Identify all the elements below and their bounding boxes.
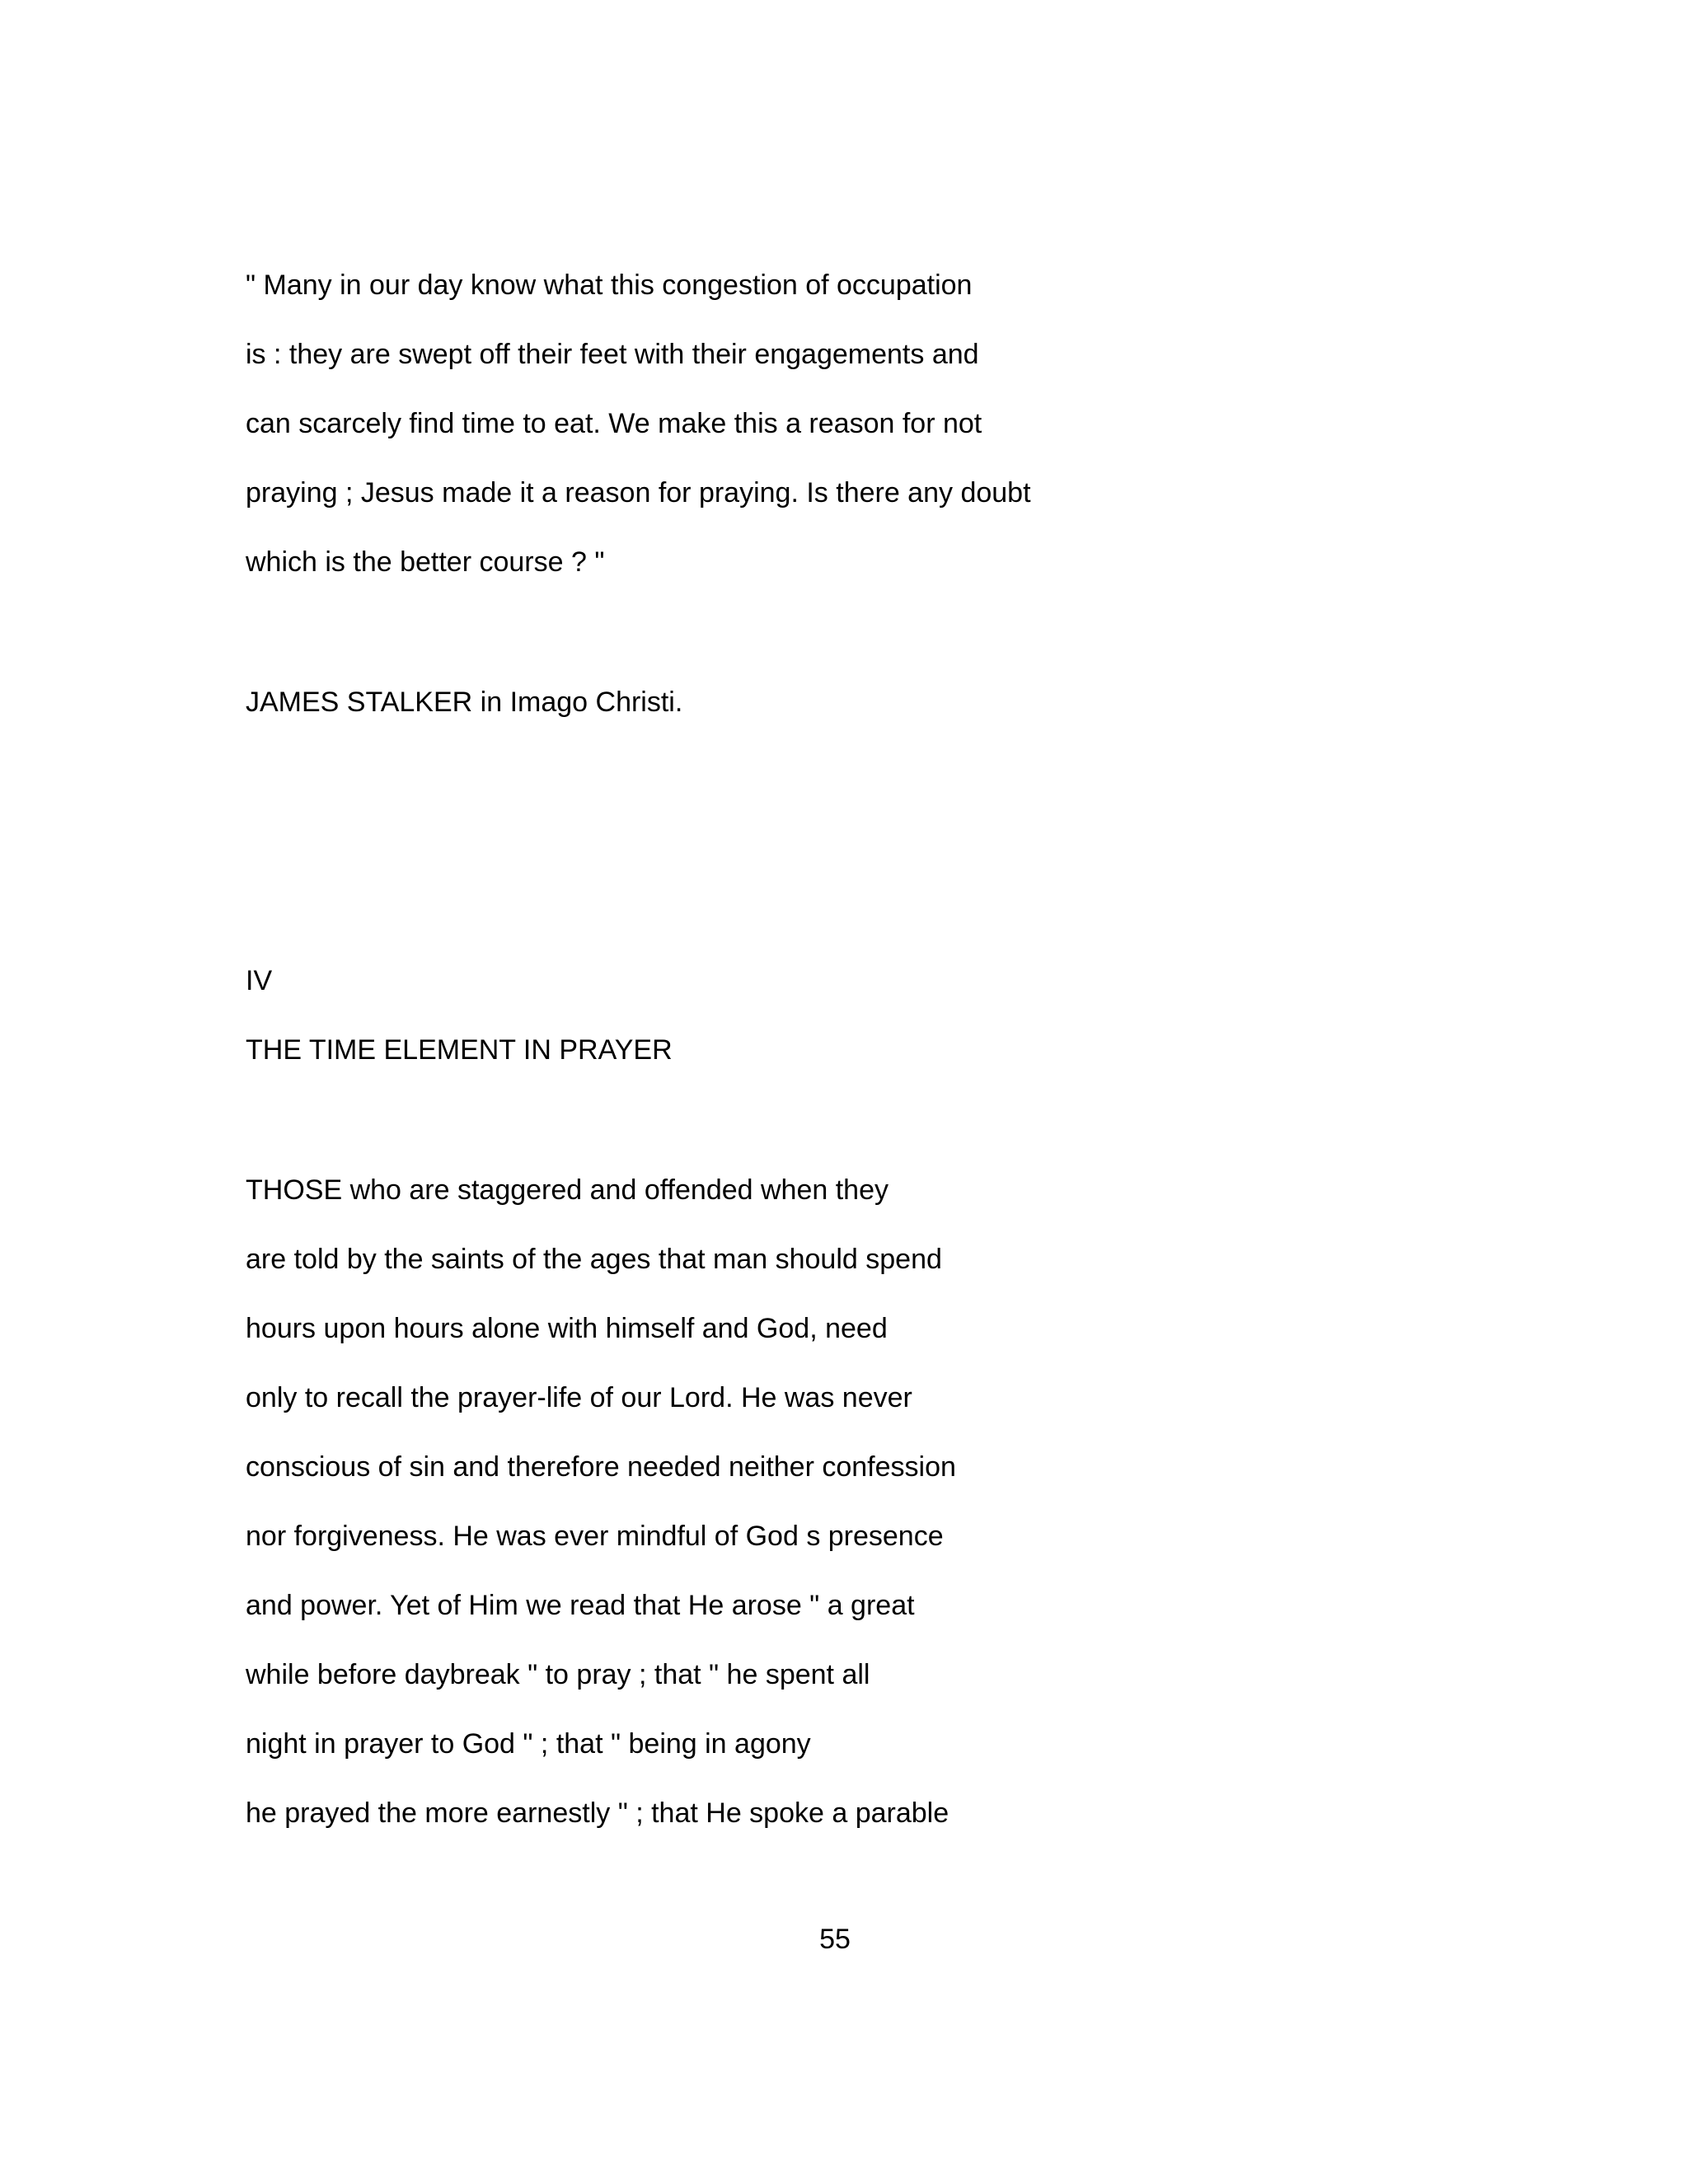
body-line: THOSE who are staggered and offended when they (246, 1174, 889, 1206)
body-line: while before daybreak " to pray ; that " he spent all (246, 1659, 870, 1690)
body-line: hours upon hours alone with himself and God, need (246, 1313, 888, 1344)
quote-line: which is the better course ? " (246, 546, 605, 578)
body-line: conscious of sin and therefore needed neither confession (246, 1451, 956, 1483)
page-number: 55 (819, 1924, 851, 1955)
body-line: are told by the saints of the ages that man should spend (246, 1244, 942, 1275)
quote-attribution: JAMES STALKER in Imago Christi. (246, 687, 683, 718)
body-line: and power. Yet of Him we read that He arose " a great (246, 1590, 915, 1621)
body-line: night in prayer to God " ; that " being in agony (246, 1728, 811, 1760)
quote-line: is : they are swept off their feet with their engagements and (246, 339, 979, 370)
quote-line: can scarcely find time to eat. We make this a reason for not (246, 408, 982, 439)
quote-line: " Many in our day know what this congestion of occupation (246, 269, 973, 301)
chapter-title: THE TIME ELEMENT IN PRAYER (246, 1034, 673, 1066)
body-line: nor forgiveness. He was ever mindful of God s presence (246, 1521, 944, 1552)
quote-line: praying ; Jesus made it a reason for praying. Is there any doubt (246, 477, 1031, 509)
body-line: he prayed the more earnestly " ; that He spoke a parable (246, 1797, 950, 1829)
body-line: only to recall the prayer-life of our Lord. He was never (246, 1382, 912, 1413)
chapter-number: IV (246, 965, 273, 996)
